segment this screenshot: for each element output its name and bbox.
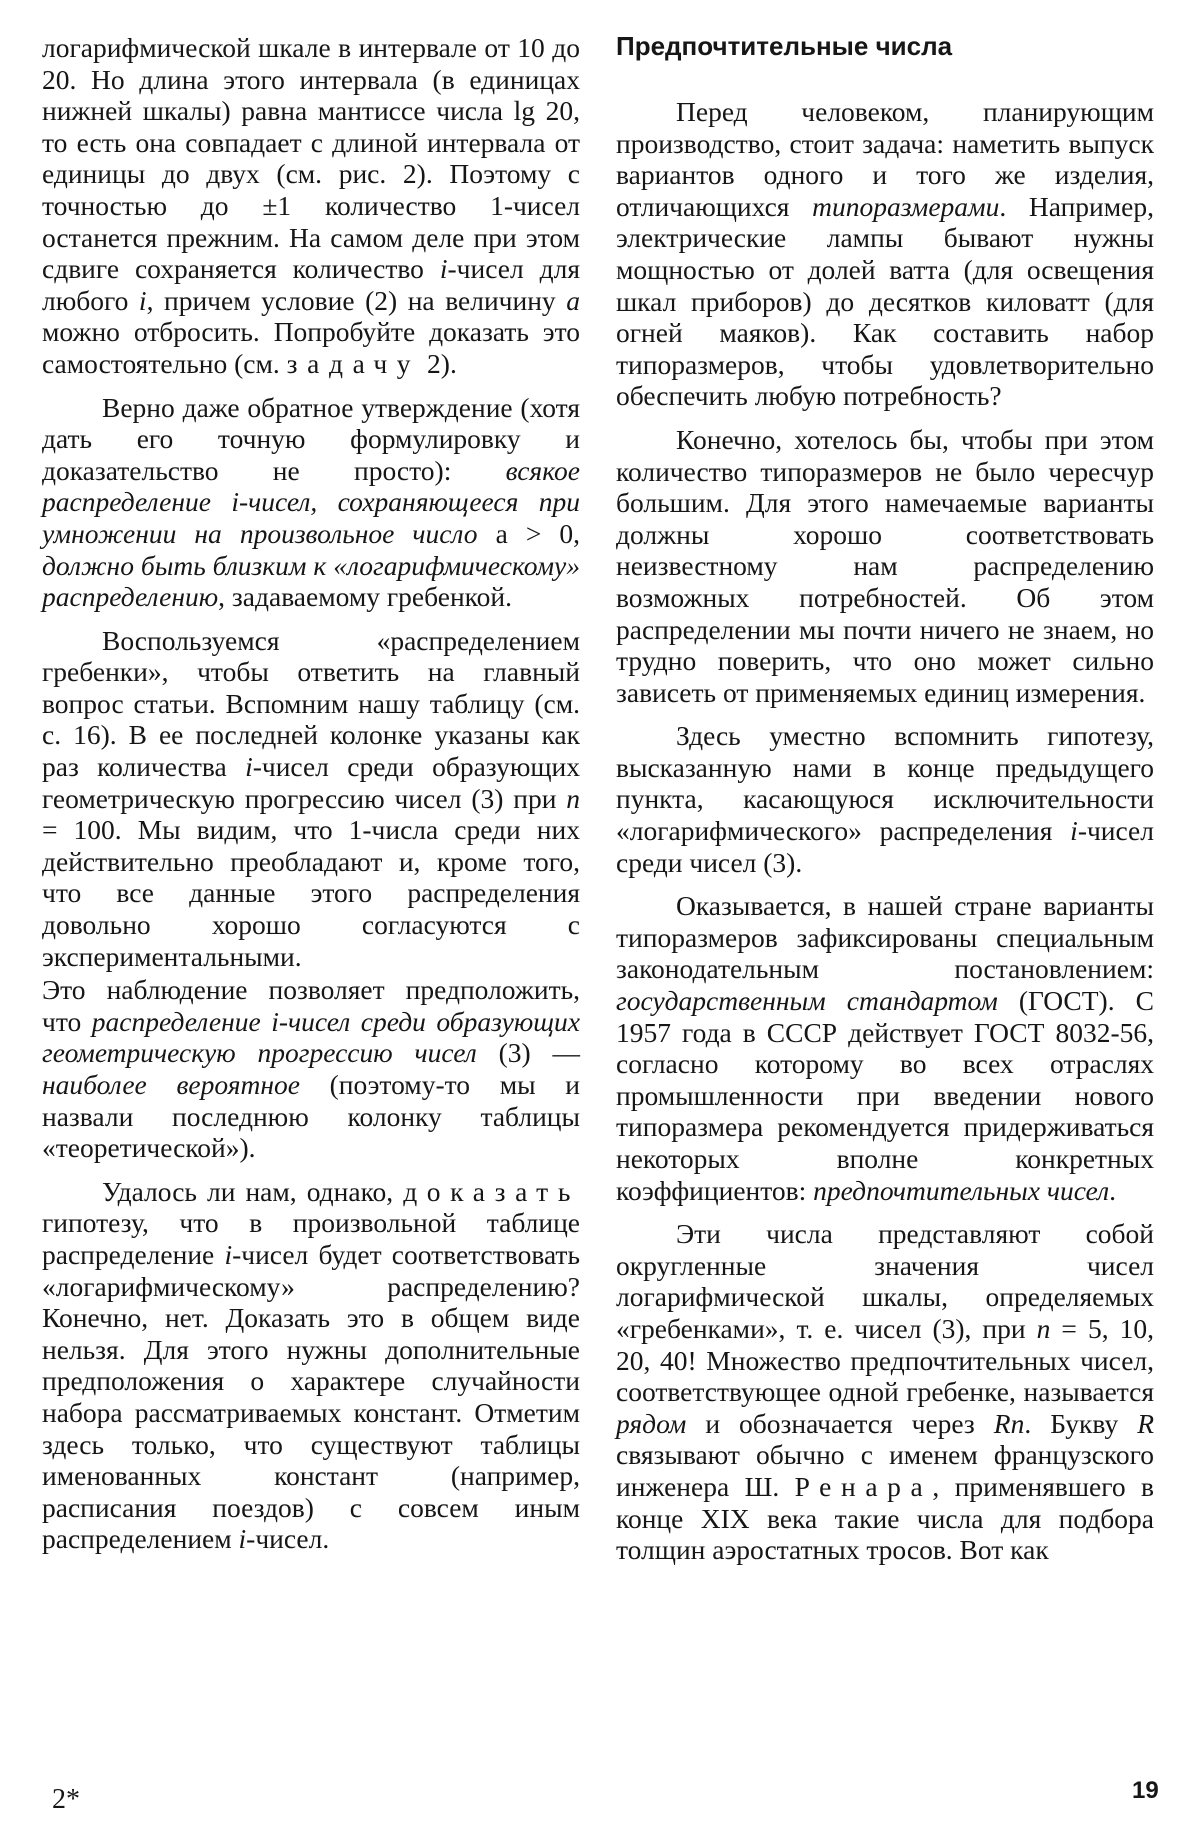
paragraph: Перед человеком, планирующим производство, стоит задача: наметить выпуск вариантов одного и того же изделия, отличающихся типоразмерами. Например, электрические лампы бывают нужны мощностью от долей ватта (для освещения шкал приборов) до десятков киловатт (для огней маяков). Как составить набор типоразмеров, чтобы удовлетворительно обеспечить любую потребность?: [616, 96, 1155, 412]
paragraph: Эти числа представляют собой округленные значения чисел логарифмической шкалы, определяемых «гребенками», т. е. чисел (3), при n = 5, 10, 20, 40! Множество предпочтительных чисел, соответствующее одной гребенке, называется рядом и обозначается через Rn. Букву R связывают обычно с именем французского инженера Ш. Ренара, применявшего в конце XIX века такие числа для подбора толщин аэростатных тросов. Вот как: [616, 1218, 1154, 1566]
signature-mark: 2*: [52, 1784, 80, 1815]
paragraph: Это наблюдение позволяет предположить, что распределение i-чисел среди образующих геометрическую прогрессию чисел (3) — наиболее вероятное (поэтому-то мы и назвали последнюю колонку таблицы «теоретической»).: [42, 974, 580, 1164]
paragraph: Конечно, хотелось бы, чтобы при этом количество типоразмеров не было чересчур большим. Для этого намечаемые варианты должны хорошо соответствовать неизвестному нам распределению возможных потребностей. Об этом распределении мы почти ничего не знаем, но трудно поверить, что оно может сильно зависеть от применяемых единиц измерения.: [616, 423, 1154, 708]
section-title: Предпочтительные числа: [616, 31, 953, 61]
left-column: [42, 30, 580, 1555]
paragraph: Оказывается, в нашей стране варианты типоразмеров зафиксированы специальным законодательным постановлением: государственным стандартом (ГОСТ). С 1957 года в СССР действует ГОСТ 8032-56, согласно которому во всех отраслях промышленности при введении нового типоразмера рекомендуется придерживаться некоторых вполне конкретных коэффициентов: предпочтительных чисел.: [616, 890, 1154, 1206]
paragraph: Здесь уместно вспомнить гипотезу, высказанную нами в конце предыдущего пункта, касающуюся исключительности «логарифмического» распределения i-чисел среди чисел (3).: [616, 720, 1154, 878]
page-number: 19: [1132, 1777, 1159, 1804]
paragraph: Удалось ли нам, однако, доказать гипотезу, что в произвольной таблице распределение i-чисел будет соответствовать «логарифмическому» распределению? Конечно, нет. Доказать это в общем виде нельзя. Для этого нужны дополнительные предположения о характере случайности набора рассматриваемых констант. Отметим здесь только, что существуют таблицы именованных констант (например, расписания поездов) с совсем иным распределением i-чисел.: [42, 1175, 580, 1555]
paragraph: Воспользуемся «распределением гребенки», чтобы ответить на главный вопрос статьи. Вспомним нашу таблицу (см. с. 16). В ее последней колонке указаны как раз количества i-чисел среди образующих геометрическую прогрессию чисел (3) при n = 100. Мы видим, что 1-числа среди них действительно преобладают и, кроме того, что все данные этого распределения довольно хорошо согласуются с экспериментальными.: [42, 624, 581, 972]
right-column: [616, 30, 1154, 1566]
paragraph: логарифмической шкале в интервале от 10 до 20. Но длина этого интервала (в единицах нижней шкалы) равна мантиссе числа lg 20, то есть она совпадает с длиной интервала от единицы до двух (см. рис. 2). Поэтому с точностью до ±1 количество 1-чисел останется прежним. На самом деле при этом сдвиге сохраняется количество i-чисел для любого i, причем условие (2) на величину a можно отбросить. Попробуйте доказать это самостоятельно (см. задачу 2).: [42, 32, 580, 379]
paragraph: Верно даже обратное утверждение (хотя дать его точную формулировку и доказательство не просто): всякое распределение i-чисел, сохраняющееся при умножении на произвольное число a > 0, должно быть близким к «логарифмическому» распределению, задаваемому гребенкой.: [42, 391, 580, 613]
